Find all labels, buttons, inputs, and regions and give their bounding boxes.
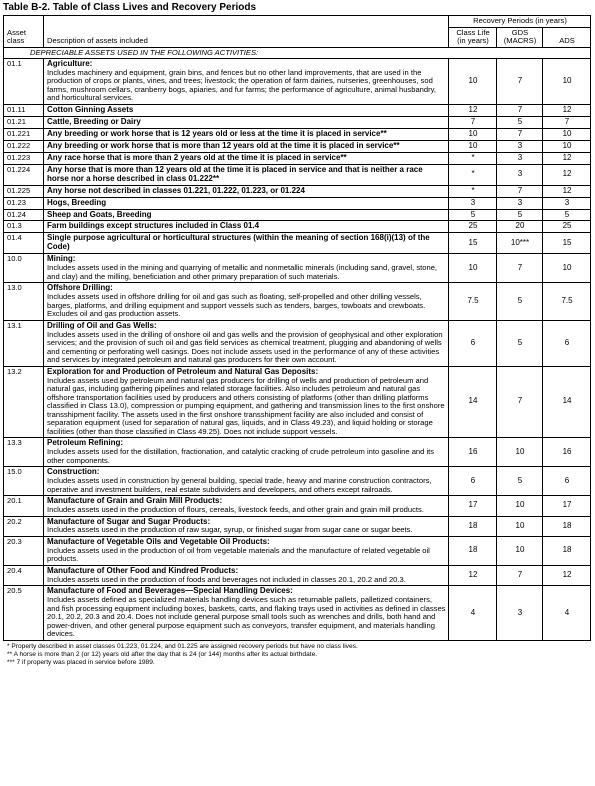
asset-class-code: 10.0 (4, 254, 44, 283)
asset-class-code: 01.11 (4, 104, 44, 116)
asset-body: Includes assets used in the drilling of onshore oil and gas wells and the provision of geophysical and other exploration services; and the provision of such oil and gas field services as chemical treatment, plugging and abandoning of wells and cementing or perforating well casings. Does not include assets used in the performance of any of these activities and services by integrated petroleum and natural gas producers for their own account. (47, 329, 443, 365)
asset-title: Any breeding or work horse that is more than 12 years old at the time it is placed in service** (47, 140, 400, 150)
asset-description (44, 152, 449, 164)
class-life-value: 12 (449, 104, 497, 116)
class-life-value: 10 (449, 254, 497, 283)
asset-class-code: 13.1 (4, 320, 44, 366)
ads-value: 15 (543, 233, 591, 254)
table-row (4, 254, 591, 283)
class-life-value: 3 (449, 197, 497, 209)
header-ads: ADS (543, 27, 591, 47)
asset-class-code: 01.21 (4, 116, 44, 128)
table-row (4, 185, 591, 197)
asset-description (44, 164, 449, 185)
class-life-value: * (449, 185, 497, 197)
asset-title: Exploration for and Production of Petroleum and Natural Gas Deposits: (47, 366, 319, 376)
asset-description (44, 283, 449, 320)
asset-description (44, 209, 449, 221)
ads-value: 10 (543, 59, 591, 105)
asset-title: Manufacture of Food and Beverages—Special Handling Devices: (47, 586, 293, 596)
table-row (4, 496, 591, 516)
asset-class-code: 20.2 (4, 516, 44, 536)
asset-description (44, 197, 449, 209)
asset-class-code: 01.23 (4, 197, 44, 209)
ads-value: 6 (543, 467, 591, 496)
class-life-value: 15 (449, 233, 497, 254)
asset-class-code: 01.4 (4, 233, 44, 254)
ads-value: 7.5 (543, 283, 591, 320)
asset-class-code: 01.224 (4, 164, 44, 185)
table-number: Table B-2. (3, 2, 51, 13)
asset-body: Includes machinery and equipment, grain bins, and fences but no other land improvements, that are used in the production of crops or plants, vines, and trees; livestock; the operation of farm dairies, nurseries, greenhouses, sod farms, mushroom cellars, cranberry bogs, apiaries, and fur farms; the performance of agriculture, animal husbandry, and horticultural services. (47, 67, 436, 103)
asset-description (44, 536, 449, 565)
gds-value: 5 (497, 467, 543, 496)
asset-body: Includes assets used in the production of foods and beverages not included in classes 20.1, 20.2 and 20.3. (47, 574, 406, 584)
table-row (4, 209, 591, 221)
gds-value: 3 (497, 586, 543, 640)
asset-class-code: 20.3 (4, 536, 44, 565)
gds-value: 10 (497, 438, 543, 467)
asset-description (44, 221, 449, 233)
table-row (4, 152, 591, 164)
asset-body: Includes assets used in the mining and quarrying of metallic and nonmetallic minerals (including sand, gravel, stone, and clay) and the milling, beneficiation and other primary preparation of such materials. (47, 263, 438, 281)
table-row (4, 516, 591, 536)
asset-description (44, 59, 449, 105)
ads-value: 5 (543, 209, 591, 221)
table-row (4, 565, 591, 585)
asset-description (44, 366, 449, 437)
class-life-value: * (449, 164, 497, 185)
table-row (4, 283, 591, 320)
class-life-value: 10 (449, 59, 497, 105)
asset-body: Includes assets used by petroleum and natural gas producers for drilling of wells and production of petroleum and natural gas, including gathering pipelines and related storage facilities. Also includes petroleum and natural gas offshore transportation facilities used by producers and others consisting of platforms (other than drilling platforms classified in Class 13.0), compression or pumping equipment, and gathering and transmission lines to the first onshore transshipment facility. The assets used in the first onshore transshipment facility are also included and consist of separation equipment (used for separation of natural gas, liquids, and in Class 49.23), and liquid holding or storage facilities (other than those classified in Class 49.25). Does not include support vessels. (47, 375, 445, 436)
asset-title: Single purpose agricultural or horticultural structures (within the meaning of section 168(i)(13) of the Code) (47, 233, 430, 252)
ads-value: 12 (543, 104, 591, 116)
gds-value: 5 (497, 283, 543, 320)
asset-description (44, 233, 449, 254)
asset-body: Includes assets used in the production of raw sugar, syrup, or finished sugar from sugar cane or sugar beets. (47, 525, 413, 535)
asset-title: Any horse that is more than 12 years old at the time it is placed in service and that is neither a race horse nor a horse described in class 01.222** (47, 164, 423, 183)
table-row (4, 536, 591, 565)
table-row (4, 320, 591, 366)
header-class-life: Class Life (in years) (449, 27, 497, 47)
class-life-value: 14 (449, 366, 497, 437)
asset-class-code: 01.3 (4, 221, 44, 233)
gds-value: 7 (497, 59, 543, 105)
gds-value: 7 (497, 128, 543, 140)
asset-body: Includes assets used in offshore drilling for oil and gas such as floating, self-propelled and other drilling vessels, barges, platforms, and drilling equipment and support vessels such as tenders, barges, towboats and crewboats. Excludes oil and gas production assets. (47, 292, 426, 319)
ads-value: 10 (543, 254, 591, 283)
asset-title: Manufacture of Vegetable Oils and Vegetable Oil Products: (47, 536, 270, 546)
asset-title: Cotton Ginning Assets (47, 104, 134, 114)
class-life-value: 5 (449, 209, 497, 221)
class-life-value: 18 (449, 536, 497, 565)
asset-description (44, 467, 449, 496)
gds-value: 5 (497, 320, 543, 366)
asset-title: Hogs, Breeding (47, 197, 107, 207)
asset-class-code: 20.1 (4, 496, 44, 516)
asset-title: Any breeding or work horse that is 12 years old or less at the time it is placed in service** (47, 128, 387, 138)
asset-body: Includes assets used in construction by general building, special trade, heavy and marine construction contractors, operative and investment builders, real estate subdividers and developers, and others except railroads. (47, 476, 432, 494)
gds-value: 7 (497, 254, 543, 283)
header-description: Description of assets included (44, 16, 449, 48)
gds-value: 3 (497, 164, 543, 185)
asset-description (44, 496, 449, 516)
footnote: ** A horse is more than 2 (or 12) years old after the day that is 24 (or 144) months after its actual birthdate. (7, 650, 318, 658)
asset-title: Manufacture of Other Food and Kindred Products: (47, 565, 239, 575)
asset-description (44, 116, 449, 128)
asset-description (44, 565, 449, 585)
ads-value: 4 (543, 586, 591, 640)
asset-title: Agriculture: (47, 59, 93, 68)
footnotes (3, 643, 590, 667)
class-life-value: 18 (449, 516, 497, 536)
class-life-value: 10 (449, 128, 497, 140)
asset-class-code: 01.225 (4, 185, 44, 197)
gds-value: 3 (497, 140, 543, 152)
table-row (4, 467, 591, 496)
asset-body: Includes assets used in the production of oil from vegetable materials and the manufacture of related vegetable oil products. (47, 545, 430, 564)
asset-description (44, 320, 449, 366)
asset-title: Construction: (47, 467, 100, 477)
asset-title: Offshore Drilling: (47, 283, 113, 293)
table-row (4, 221, 591, 233)
asset-title: Sheep and Goats, Breeding (47, 209, 152, 219)
gds-value: 10 (497, 536, 543, 565)
asset-title: Petroleum Refining: (47, 438, 124, 448)
gds-value: 7 (497, 366, 543, 437)
ads-value: 14 (543, 366, 591, 437)
gds-value: 10 (497, 516, 543, 536)
ads-value: 3 (543, 197, 591, 209)
gds-value: 10 (497, 496, 543, 516)
class-life-value: 7 (449, 116, 497, 128)
asset-title: Any race horse that is more than 2 years old at the time it is placed in service** (47, 152, 347, 162)
table-row (4, 128, 591, 140)
section-heading: DEPRECIABLE ASSETS USED IN THE FOLLOWING ACTIVITIES: (4, 47, 591, 59)
ads-value: 16 (543, 438, 591, 467)
asset-class-code: 15.0 (4, 467, 44, 496)
ads-value: 12 (543, 185, 591, 197)
asset-description (44, 185, 449, 197)
asset-description (44, 516, 449, 536)
table-row (4, 233, 591, 254)
gds-value: 10*** (497, 233, 543, 254)
class-life-value: * (449, 152, 497, 164)
ads-value: 18 (543, 536, 591, 565)
asset-description (44, 140, 449, 152)
table-row (4, 366, 591, 437)
gds-value: 7 (497, 104, 543, 116)
asset-class-code: 01.223 (4, 152, 44, 164)
class-life-value: 16 (449, 438, 497, 467)
class-life-value: 17 (449, 496, 497, 516)
header-asset-class: Asset class (4, 16, 44, 48)
table-row (4, 59, 591, 105)
ads-value: 12 (543, 152, 591, 164)
asset-title: Manufacture of Sugar and Sugar Products: (47, 516, 211, 526)
asset-class-code: 20.5 (4, 586, 44, 640)
table-row (4, 164, 591, 185)
asset-class-code: 01.24 (4, 209, 44, 221)
asset-class-code: 13.3 (4, 438, 44, 467)
asset-description (44, 254, 449, 283)
ads-value: 10 (543, 128, 591, 140)
table-row (4, 438, 591, 467)
class-life-value: 25 (449, 221, 497, 233)
asset-body: Includes assets used in the production of flours, cereals, livestock feeds, and other grain and grain mill products. (47, 505, 424, 515)
asset-title: Drilling of Oil and Gas Wells: (47, 320, 157, 330)
header-recovery-periods: Recovery Periods (in years) (449, 16, 591, 28)
asset-title: Manufacture of Grain and Grain Mill Products: (47, 496, 223, 506)
gds-value: 20 (497, 221, 543, 233)
ads-value: 17 (543, 496, 591, 516)
class-life-value: 10 (449, 140, 497, 152)
footnote: *** 7 if property was placed in service before 1989. (7, 658, 155, 666)
table-row (4, 197, 591, 209)
header-gds: GDS (MACRS) (497, 27, 543, 47)
class-lives-table (3, 15, 591, 641)
asset-class-code: 01.1 (4, 59, 44, 105)
class-life-value: 6 (449, 320, 497, 366)
asset-class-code: 01.222 (4, 140, 44, 152)
table-row (4, 116, 591, 128)
gds-value: 7 (497, 185, 543, 197)
table-row (4, 586, 591, 640)
asset-description (44, 104, 449, 116)
asset-title: Any horse not described in classes 01.221, 01.222, 01.223, or 01.224 (47, 185, 305, 195)
asset-class-code: 13.0 (4, 283, 44, 320)
asset-description (44, 586, 449, 640)
asset-title: Mining: (47, 254, 76, 264)
asset-title: Cattle, Breeding or Dairy (47, 116, 141, 126)
gds-value: 3 (497, 152, 543, 164)
gds-value: 5 (497, 116, 543, 128)
asset-class-code: 13.2 (4, 366, 44, 437)
asset-description (44, 128, 449, 140)
ads-value: 25 (543, 221, 591, 233)
footnote: * Property described in asset classes 01.223, 01.224, and 01.225 are assigned recovery periods but have no class lives. (7, 642, 358, 650)
class-life-value: 7.5 (449, 283, 497, 320)
class-life-value: 4 (449, 586, 497, 640)
ads-value: 18 (543, 516, 591, 536)
asset-class-code: 01.221 (4, 128, 44, 140)
asset-description (44, 438, 449, 467)
asset-body: Includes assets defined as specialized materials handling devices such as returnable pallets, palletized containers, and fish processing equipment including boxes, baskets, carts, and flaking trays used in activities as defined in classes 20.1, 20.2, 20.3 and 20.4. Does not include general purpose small tools such as wrenches and drills, both hand and power-driven, and other general purpose equipment such as conveyors, transfer equipment, and materials handling devices. (47, 595, 446, 639)
ads-value: 6 (543, 320, 591, 366)
document (3, 2, 590, 667)
table-row (4, 104, 591, 116)
ads-value: 7 (543, 116, 591, 128)
gds-value: 3 (497, 197, 543, 209)
ads-value: 12 (543, 565, 591, 585)
table-row (4, 140, 591, 152)
ads-value: 12 (543, 164, 591, 185)
asset-title: Farm buildings except structures included in Class 01.4 (47, 221, 260, 231)
class-life-value: 12 (449, 565, 497, 585)
asset-body: Includes assets used for the distillation, fractionation, and catalytic cracking of crude petroleum into gasoline and its other components. (47, 447, 435, 465)
gds-value: 7 (497, 565, 543, 585)
table-title (3, 2, 590, 15)
class-life-value: 6 (449, 467, 497, 496)
asset-class-code: 20.4 (4, 565, 44, 585)
ads-value: 10 (543, 140, 591, 152)
table-title-text: Table of Class Lives and Recovery Periods (52, 2, 257, 13)
gds-value: 5 (497, 209, 543, 221)
